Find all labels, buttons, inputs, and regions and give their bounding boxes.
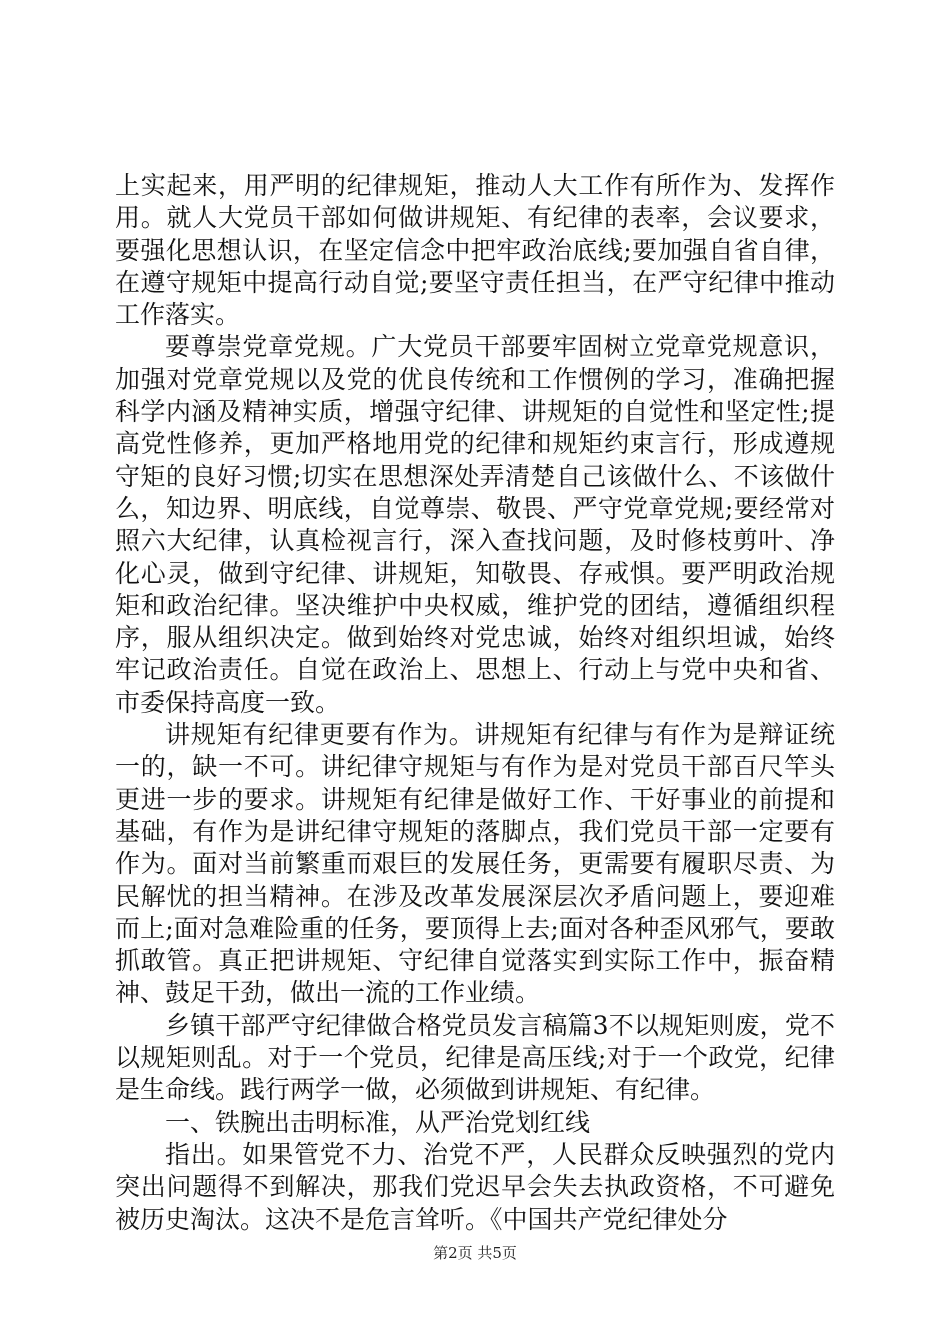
document-body bbox=[115, 170, 835, 1236]
paragraph-3: 讲规矩有纪律更要有作为。讲规矩有纪律与有作为是辩证统一的，缺一不可。讲纪律守规矩与有作为是对党员干部百尺竿头更进一步的要求。讲规矩有纪律是做好工作、干好事业的前提和基础，有作为是讲纪律守规矩的落脚点，我们党员干部一定要有作为。面对当前繁重而艰巨的发展任务，更需要有履职尽责、为民解忧的担当精神。在涉及改革发展深层次矛盾问题上，要迎难而上;面对急难险重的任务，要顶得上去;面对各种歪风邪气，要敢抓敢管。真正把讲规矩、守纪律自觉落实到实际工作中，振奋精神、鼓足干劲，做出一流的工作业绩。 bbox=[115, 720, 835, 1008]
page-number-footer: 第2页 共5页 bbox=[433, 1244, 517, 1262]
section-heading: 一、铁腕出击明标准，从严治党划红线 bbox=[165, 1107, 591, 1137]
paragraph-4: 乡镇干部严守纪律做合格党员发言稿篇3不以规矩则废，党不以规矩则乱。对于一个党员，纪律是高压线;对于一个政党，纪律是生命线。践行两学一做，必须做到讲规矩、有纪律。 bbox=[115, 1010, 835, 1105]
paragraph-1: 上实起来，用严明的纪律规矩，推动人大工作有所作为、发挥作用。就人大党员干部如何做讲规矩、有纪律的表率，会议要求，要强化思想认识，在坚定信念中把牢政治底线;要加强自省自律，在遵守规矩中提高行动自觉;要坚守责任担当，在严守纪律中推动工作落实。 bbox=[115, 171, 835, 330]
paragraph-5: 指出。如果管党不力、治党不严，人民群众反映强烈的党内突出问题得不到解决，那我们党迟早会失去执政资格，不可避免被历史淘汰。这决不是危言耸听。《中国共产党纪律处分 bbox=[115, 1139, 835, 1234]
paragraph-2: 要尊崇党章党规。广大党员干部要牢固树立党章党规意识，加强对党章党规以及党的优良传统和工作惯例的学习，准确把握科学内涵及精神实质，增强守纪律、讲规矩的自觉性和坚定性;提高党性修养，更加严格地用党的纪律和规矩约束言行，形成遵规守矩的良好习惯;切实在思想深处弄清楚自己该做什么、不该做什么，知边界、明底线，自觉尊崇、敬畏、严守党章党规;要经常对照六大纪律，认真检视言行，深入查找问题，及时修枝剪叶、净化心灵，做到守纪律、讲规矩，知敬畏、存戒惧。要严明政治规矩和政治纪律。坚决维护中央权威，维护党的团结，遵循组织程序，服从组织决定。做到始终对党忠诚，始终对组织坦诚，始终牢记政治责任。自觉在政治上、思想上、行动上与党中央和省、市委保持高度一致。 bbox=[115, 332, 835, 717]
